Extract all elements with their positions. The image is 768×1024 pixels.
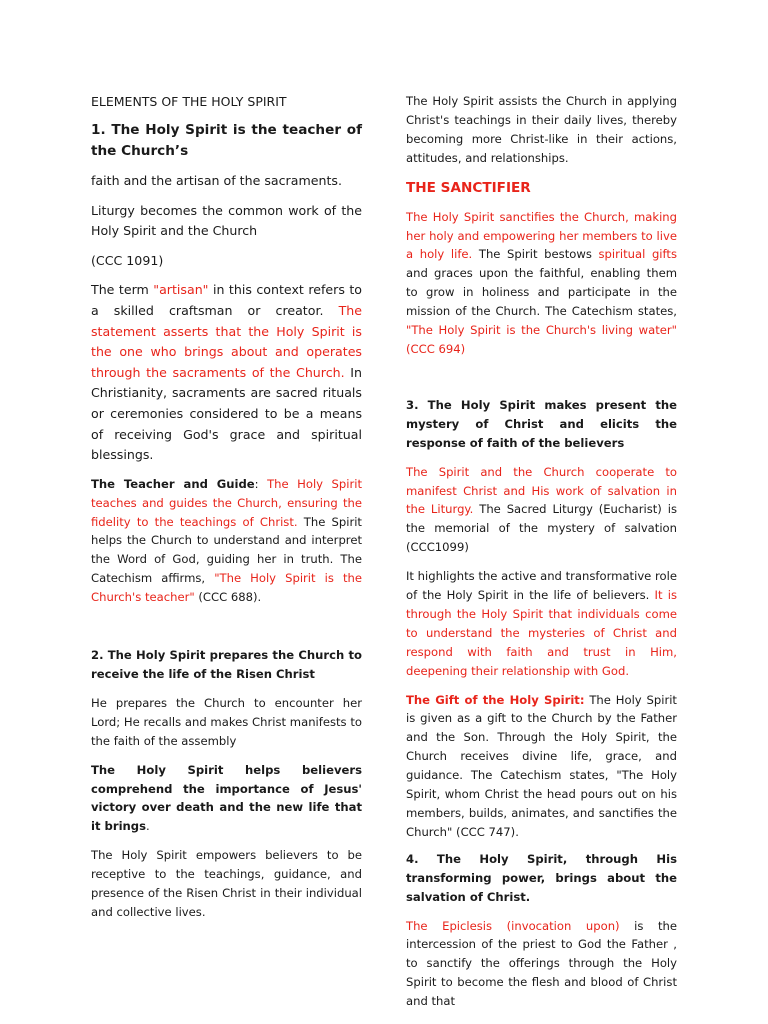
section-heading-1: 1. The Holy Spirit is the teacher of the Church’s xyxy=(91,122,362,159)
artisan-paragraph xyxy=(91,280,362,465)
text-run: is the intercession of the priest to God the Father , to sanctify the offerings through the Holy Spirit to become the flesh and blood of Christ and that xyxy=(406,918,677,1009)
highlight-text: It is through the Holy Spirit that individuals come to understand the mysteries of Christ and respond with faith and trust in Him, deepening their relationship with God. xyxy=(406,588,677,678)
highlight-text: The Holy Spirit sanctifies the Church, making her holy and empowering her members to live a holy life. xyxy=(406,209,677,262)
paragraph: Liturgy becomes the common work of the Holy Spirit and the Church xyxy=(91,202,362,239)
text-run: It highlights the active and transformative role of the Holy Spirit in the life of believers. xyxy=(406,569,677,603)
document-title: ELEMENTS OF THE HOLY SPIRIT xyxy=(91,94,287,109)
inline-heading: The Gift of the Holy Spirit: xyxy=(406,692,585,707)
text-run: The Spirit bestows xyxy=(472,247,599,262)
text-run: in this context refers to a skilled craftsman or creator. xyxy=(91,282,363,318)
gift-paragraph xyxy=(406,691,677,842)
paragraph: faith and the artisan of the sacraments. xyxy=(91,173,342,188)
sanctifier-heading: THE SANCTIFIER xyxy=(406,179,531,196)
paragraph: (CCC 1091) xyxy=(91,252,164,268)
highlight-text: The Holy Spirit teaches and guides the Church, ensuring the fidelity to the teachings of Christ. xyxy=(91,476,362,529)
text-run: The term xyxy=(91,282,154,298)
paragraph xyxy=(406,567,677,680)
bold-paragraph xyxy=(91,761,362,837)
section-heading-3: 3. The Holy Spirit makes present the mystery of Christ and elicits the response of faith of the believers xyxy=(406,397,677,450)
liturgy-paragraph xyxy=(406,463,677,558)
highlight-text: spiritual gifts xyxy=(598,247,677,262)
epiclesis-paragraph xyxy=(406,917,677,1012)
highlight-text: The statement asserts that the Holy Spirit is the one who brings about and operates through the sacraments of the Church. xyxy=(91,302,362,380)
teacher-guide-paragraph xyxy=(91,475,362,607)
text-run: The Sacred Liturgy (Eucharist) is the memorial of the mystery of salvation (CCC1099) xyxy=(406,502,677,555)
text-run: The Holy Spirit is given as a gift to the Church by the Father and the Son. Through the Holy Spirit, the Church receives divine life, grace, and guidance. The Catechism states, "The Holy Spirit, whom Christ the head pours out on his members, builds, animates, and sanctifies the Church" (CCC 747). xyxy=(406,692,677,839)
left-column xyxy=(91,92,362,922)
paragraph: The Holy Spirit empowers believers to be receptive to the teachings, guidance, and presence of the Risen Christ in their individual and collective lives. xyxy=(91,848,362,919)
text-run: The Holy Spirit helps believers comprehend the importance of Jesus' victory over death and the new life that it brings xyxy=(91,762,362,834)
text-run: . xyxy=(146,819,150,834)
text-run: (CCC 688). xyxy=(194,590,262,605)
inline-heading: The Teacher and Guide xyxy=(91,476,255,491)
right-column xyxy=(406,92,677,1011)
highlight-text: The Epiclesis (invocation upon) xyxy=(406,918,620,933)
quote-text: "The Holy Spirit is the Church's living water" (CCC 694) xyxy=(406,323,677,356)
section-heading-2: 2. The Holy Spirit prepares the Church to receive the life of the Risen Christ xyxy=(91,648,362,681)
sanctifier-paragraph xyxy=(406,208,677,359)
text-run: In Christianity, sacraments are sacred rituals or ceremonies considered to be a means of receiving God's grace and spiritual blessings. xyxy=(91,364,363,463)
text-run: : xyxy=(254,476,268,491)
paragraph: He prepares the Church to encounter her Lord; He recalls and makes Christ manifests to the faith of the assembly xyxy=(91,695,362,748)
paragraph: The Holy Spirit assists the Church in applying Christ's teachings in their daily lives, thereby becoming more Christ-like in their actions, attitudes, and relationships. xyxy=(406,94,677,165)
highlight-text: The Spirit and the Church cooperate to manifest Christ and His work of salvation in the Liturgy. xyxy=(406,464,677,517)
section-heading-4: 4. The Holy Spirit, through His transforming power, brings about the salvation of Christ. xyxy=(406,851,677,904)
text-run: The Spirit helps the Church to understand and interpret the Word of God, guiding her in truth. The Catechism affirms, xyxy=(91,514,362,586)
text-run: and graces upon the faithful, enabling them to grow in holiness and participate in the mission of the Church. The Catechism states, xyxy=(406,266,677,319)
quote-text: "The Holy Spirit is the Church's teacher" xyxy=(91,571,362,605)
highlight-text: "artisan" xyxy=(153,282,209,298)
